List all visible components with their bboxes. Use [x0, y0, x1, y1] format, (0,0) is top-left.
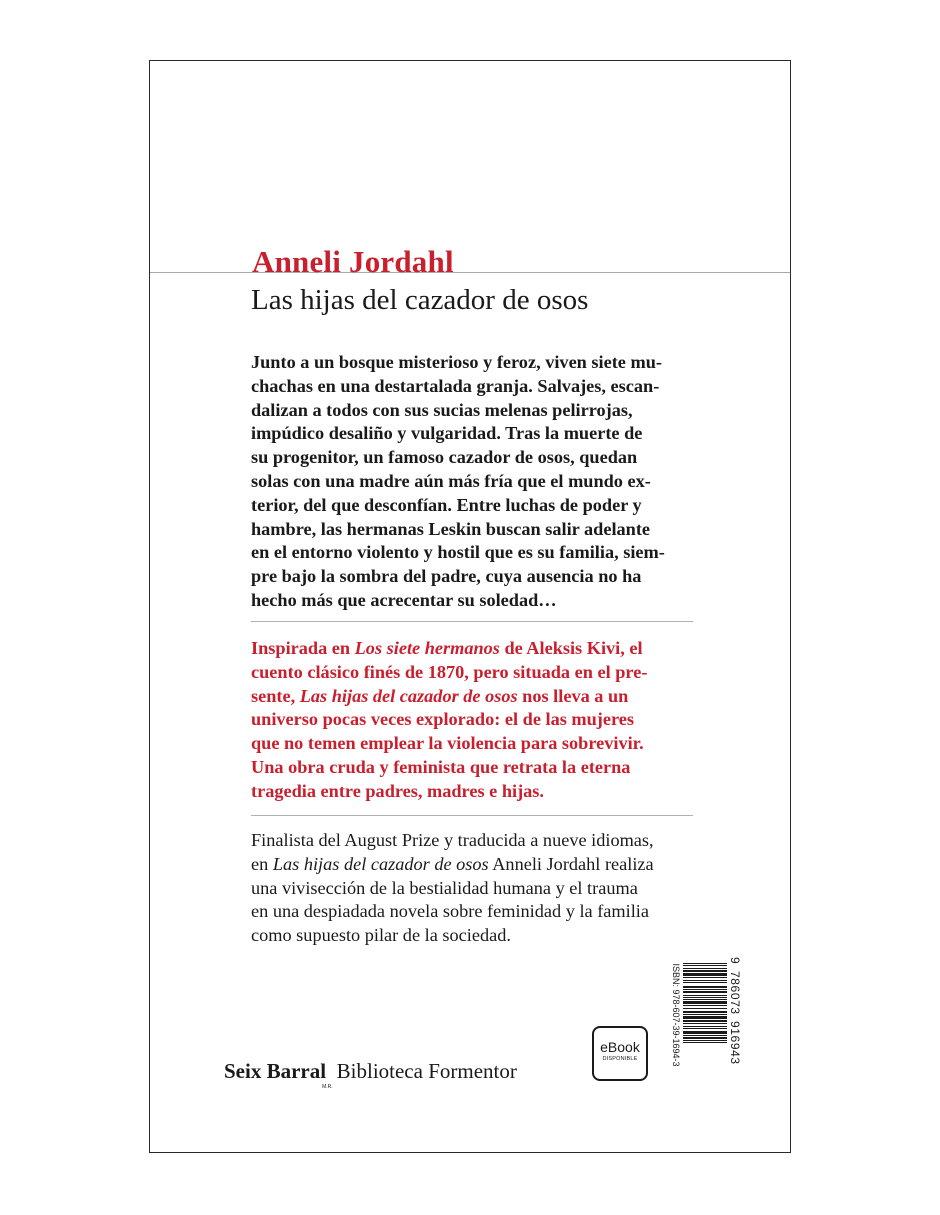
inspiration-text: universo pocas veces explorado: el de las mujeres — [251, 709, 635, 730]
barcode-bar — [683, 1042, 727, 1043]
inspiration-text: que no temen emplear la violencia para sobrevivir. — [251, 733, 644, 754]
ebook-badge-main: eBook — [600, 1039, 640, 1055]
barcode-bar — [683, 991, 727, 993]
synopsis-line: chachas en una destartalada granja. Salvajes, escan- — [251, 375, 660, 396]
synopsis-paragraph — [251, 351, 695, 613]
synopsis-line: hecho más que acrecentar su soledad… — [251, 589, 557, 610]
barcode-bar — [683, 1035, 727, 1036]
synopsis-line: solas con una madre aún más fría que el mundo ex- — [251, 470, 651, 491]
synopsis-line: en el entorno violento y hostil que es su familia, siem- — [251, 542, 665, 563]
praise-text: como supuesto pilar de la sociedad. — [251, 925, 511, 946]
section-divider — [251, 621, 693, 622]
synopsis-line: Junto a un bosque misterioso y feroz, viven siete mu- — [251, 352, 662, 372]
praise-paragraph — [251, 829, 695, 948]
barcode-digit-group: 916943 — [728, 1021, 742, 1065]
synopsis-line: hambre, las hermanas Leskin buscan salir adelante — [251, 518, 651, 539]
barcode-digits — [728, 959, 742, 1071]
barcode-bar — [683, 1023, 727, 1024]
synopsis-line: terior, del que desconfían. Entre luchas de poder y — [251, 494, 642, 515]
barcode-bar — [683, 980, 727, 981]
barcode-bar — [683, 1016, 727, 1019]
praise-text: Anneli Jordahl realiza — [488, 853, 654, 874]
barcode-bar — [683, 977, 727, 978]
synopsis-line: impúdico desaliño y vulgaridad. Tras la muerte de — [251, 423, 643, 444]
section-divider — [251, 815, 693, 816]
synopsis-line: pre bajo la sombra del padre, cuya ausencia no ha — [251, 566, 642, 587]
inspiration-italic-title: Las hijas del cazador de osos — [299, 685, 518, 706]
barcode-bar — [683, 1031, 727, 1034]
barcode-bar — [683, 1008, 727, 1009]
book-back-cover — [149, 60, 791, 1153]
barcode-bar — [683, 1026, 727, 1027]
publisher-logo — [224, 1058, 517, 1090]
barcode-lead-digit: 9 — [728, 957, 742, 964]
barcode-bar — [683, 1001, 727, 1004]
registered-mark: M.R. — [322, 1084, 333, 1090]
header-rule — [150, 272, 790, 273]
inspiration-text: nos lleva a un — [517, 685, 629, 706]
barcode-digit-group: 786073 — [728, 971, 742, 1015]
inspiration-text: cuento clásico finés de 1870, pero situada en el pre- — [251, 661, 648, 682]
inspiration-italic-title: Los siete hermanos — [354, 638, 500, 658]
isbn-label: ISBN: 978-607-39-1694-3 — [671, 963, 681, 1067]
author-name: Anneli Jordahl — [252, 244, 454, 279]
barcode-bar — [683, 970, 727, 972]
barcode-bar — [683, 1014, 727, 1015]
inspiration-text: de Aleksis Kivi, el — [499, 638, 643, 658]
barcode-bars — [683, 959, 727, 1071]
barcode-bar — [683, 965, 727, 966]
praise-text: en una despiadada novela sobre feminidad y la familia — [251, 901, 649, 922]
ebook-badge — [592, 1026, 648, 1081]
publisher-collection: Biblioteca Formentor — [336, 1059, 517, 1083]
barcode-bar — [683, 997, 727, 998]
ebook-badge-sub: DISPONIBLE — [602, 1056, 638, 1062]
inspiration-text: sente, — [251, 685, 300, 706]
barcode-bar — [683, 986, 727, 988]
isbn-barcode — [670, 959, 746, 1071]
praise-italic-title: Las hijas del cazador de osos — [272, 853, 489, 874]
barcode-bar — [683, 1040, 727, 1041]
barcode-bar — [683, 1037, 727, 1039]
barcode-bar — [683, 973, 727, 976]
barcode-bar — [683, 982, 727, 983]
synopsis-line: su progenitor, un famoso cazador de osos, quedan — [251, 447, 638, 468]
barcode-bar — [683, 999, 727, 1000]
publisher-brand: Seix Barral — [224, 1059, 327, 1083]
inspiration-text: tragedia entre padres, madres e hijas. — [251, 780, 544, 801]
book-title: Las hijas del cazador de osos — [251, 284, 589, 316]
barcode-rotated-group — [670, 959, 746, 1071]
praise-text: en — [251, 853, 273, 874]
barcode-bar — [683, 968, 727, 969]
synopsis-line: dalizan a todos con sus sucias melenas pelirrojas, — [251, 399, 633, 420]
inspiration-text: Una obra cruda y feminista que retrata la eterna — [251, 756, 631, 777]
barcode-bar — [683, 1011, 727, 1013]
barcode-bar — [683, 1020, 727, 1022]
praise-text: una vivisección de la bestialidad humana y el trauma — [251, 877, 638, 898]
inspiration-paragraph — [251, 637, 695, 804]
barcode-bar — [683, 1005, 727, 1006]
inspiration-text: Inspirada en — [251, 638, 355, 658]
barcode-bar — [683, 989, 727, 990]
barcode-bar — [683, 995, 727, 996]
barcode-bar — [683, 1028, 727, 1029]
praise-text: Finalista del August Prize y traducida a nueve idiomas, — [251, 830, 654, 850]
barcode-bar — [683, 963, 727, 964]
